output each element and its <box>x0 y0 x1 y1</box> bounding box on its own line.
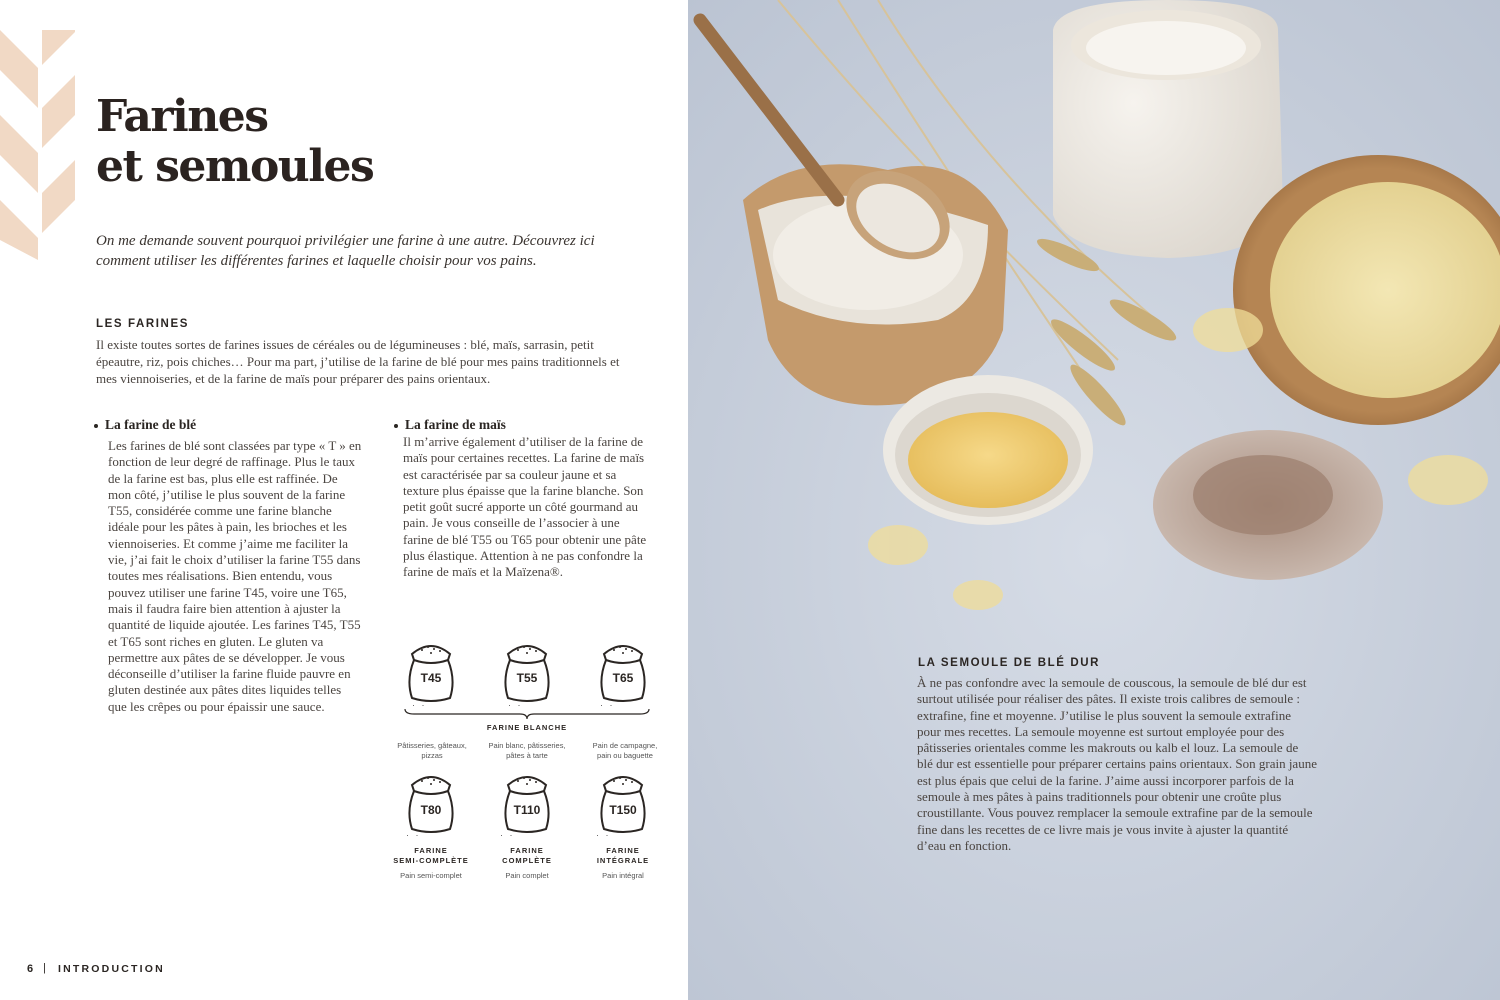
farine-blanche-label: FARINE BLANCHE <box>486 723 568 732</box>
farine-ble-title <box>94 417 196 433</box>
bullet-icon <box>394 424 398 428</box>
farine-ble-title-text: La farine de blé <box>105 417 197 432</box>
wheat-chevron-decoration <box>0 30 80 260</box>
farine-ble-paragraph: Les farines de blé sont classées par type « T » en fonction de leur degré de raffinage. Plus le taux de la farine est bas, plus elle est raffinée. De mon côté, j’utilise le plus souvent de la farine T55, considérée comme une farine blanche idéale pour les pâtes à pain, les brioches et les viennoiseries. Et comme j’aime me faciliter la vie, j’ai fait le choix d’utiliser la farine T55 dans toutes mes réalisations. Bien entendu, vous pouvez utiliser une farine T45, voire une T65, mais il faudra faire bien attention à ajuster la quantité de liquide ajoutée. Les farines T45, T55 et T65 sont riches en gluten. Le gluten va permettre aux pâtes de se développer. Je vous déconseille d’utiliser la farine fluide pauvre en gluten destinée aux pâtes dites liquides telles que les crêpes ou pour épaissir une sauce. <box>108 438 362 714</box>
flour-dots-decoration: · · <box>508 700 523 710</box>
section-label: INTRODUCTION <box>58 963 165 975</box>
page-title <box>96 92 496 192</box>
flour-sack-icon <box>404 771 458 833</box>
farine-mais-title <box>394 417 506 433</box>
flour-dots-decoration: · · <box>596 830 611 840</box>
flour-type-label: T65 <box>612 671 634 685</box>
intro-text: On me demande souvent pourquoi privilégier une farine à une autre. Découvrez ici comment utiliser les différentes farines et laquelle choisir pour vos pains. <box>96 233 595 269</box>
flour-usage-text: Pain blanc, pâtisseries, pâtes à tarte <box>488 741 566 760</box>
flour-dots-decoration: · · <box>600 700 615 710</box>
semoule-heading: LA SEMOULE DE BLÉ DUR <box>918 657 1101 669</box>
flour-name-line1: FARINE <box>414 846 448 855</box>
flour-type-label: T55 <box>516 671 538 685</box>
flour-name-line2: COMPLÈTE <box>502 856 552 865</box>
les-farines-paragraph: Il existe toutes sortes de farines issues de céréales ou de légumineuses : blé, maïs, sarrasin, petit épeautre, riz, pois chiches… Pour ma part, j’utilise de la farine de blé pour mes pains traditionnels et mes viennoiseries, et de la farine de maïs pour préparer des pains orientaux. <box>96 337 620 386</box>
left-page <box>0 0 688 1000</box>
flour-name-line2: INTÉGRALE <box>596 856 650 865</box>
footer-separator: | <box>43 962 46 974</box>
flour-usage-text: Pain de campagne, pain ou baguette <box>592 741 658 760</box>
flour-sack-icon <box>500 771 554 833</box>
page-number: 6 <box>27 963 34 975</box>
group-brace-icon <box>404 707 650 721</box>
les-farines-heading: LES FARINES <box>96 318 190 330</box>
flour-name-line2: SEMI-COMPLÈTE <box>393 856 469 865</box>
flour-type-label: T45 <box>420 671 442 685</box>
flour-usage-text: Pain intégral <box>602 871 644 880</box>
farine-mais-paragraph: Il m’arrive également d’utiliser de la farine de maïs pour certaines recettes. La farine de maïs est caractérisée par sa couleur jaune et sa texture plus épaisse que la farine blanche. Son petit goût sucré apporte un côté gourmand au pain. Je vous conseille de l’associer à une farine de blé T55 ou T65 pour obtenir une pâte plus élastique. Attention à ne pas confondre la farine de maïs et la Maïzena®. <box>403 434 647 580</box>
flour-name-line1: FARINE <box>510 846 544 855</box>
flour-name-line1: FARINE <box>606 846 640 855</box>
flour-dots-decoration: · · <box>406 830 421 840</box>
flour-dots-decoration: · · <box>412 700 427 710</box>
flour-dots-decoration: · · <box>500 830 515 840</box>
flour-type-label: T150 <box>609 803 637 817</box>
flour-usage-text: Pain complet <box>505 871 549 880</box>
flour-type-label: T80 <box>420 803 442 817</box>
flour-sack-icon <box>596 771 650 833</box>
title-line-2: et semoules <box>96 141 374 192</box>
semoule-paragraph: À ne pas confondre avec la semoule de couscous, la semoule de blé dur est surtout utilisée pour réaliser des pâtes. Il existe trois calibres de semoule : extrafine, fine et moyenne. J’utilise le plus souvent la semoule extrafine pour mes recettes. La semoule moyenne est surtout employée pour des pâtisseries orientales comme les makrouts ou kalb el louz. La semoule de blé dur est essentielle pour préparer certains pains orientaux. Son grain jaune est plus épais que celui de la farine. J’aime aussi incorporer parfois de la semoule à mes pâtes à pains traditionnels pour obtenir une croûte plus croustillante. Vous pouvez remplacer la semoule extrafine par de la semoule fine dans les recettes de ce livre mais je vous invite à ajuster la quantité d’eau en fonction. <box>917 675 1317 853</box>
title-line-1: Farines <box>96 91 268 142</box>
flour-type-label: T110 <box>513 803 541 817</box>
flour-usage-text: Pain semi-complet <box>400 871 462 880</box>
flour-usage-text: Pâtisseries, gâteaux, pizzas <box>397 741 467 760</box>
farine-mais-title-text: La farine de maïs <box>405 417 506 432</box>
bullet-icon <box>94 424 98 428</box>
